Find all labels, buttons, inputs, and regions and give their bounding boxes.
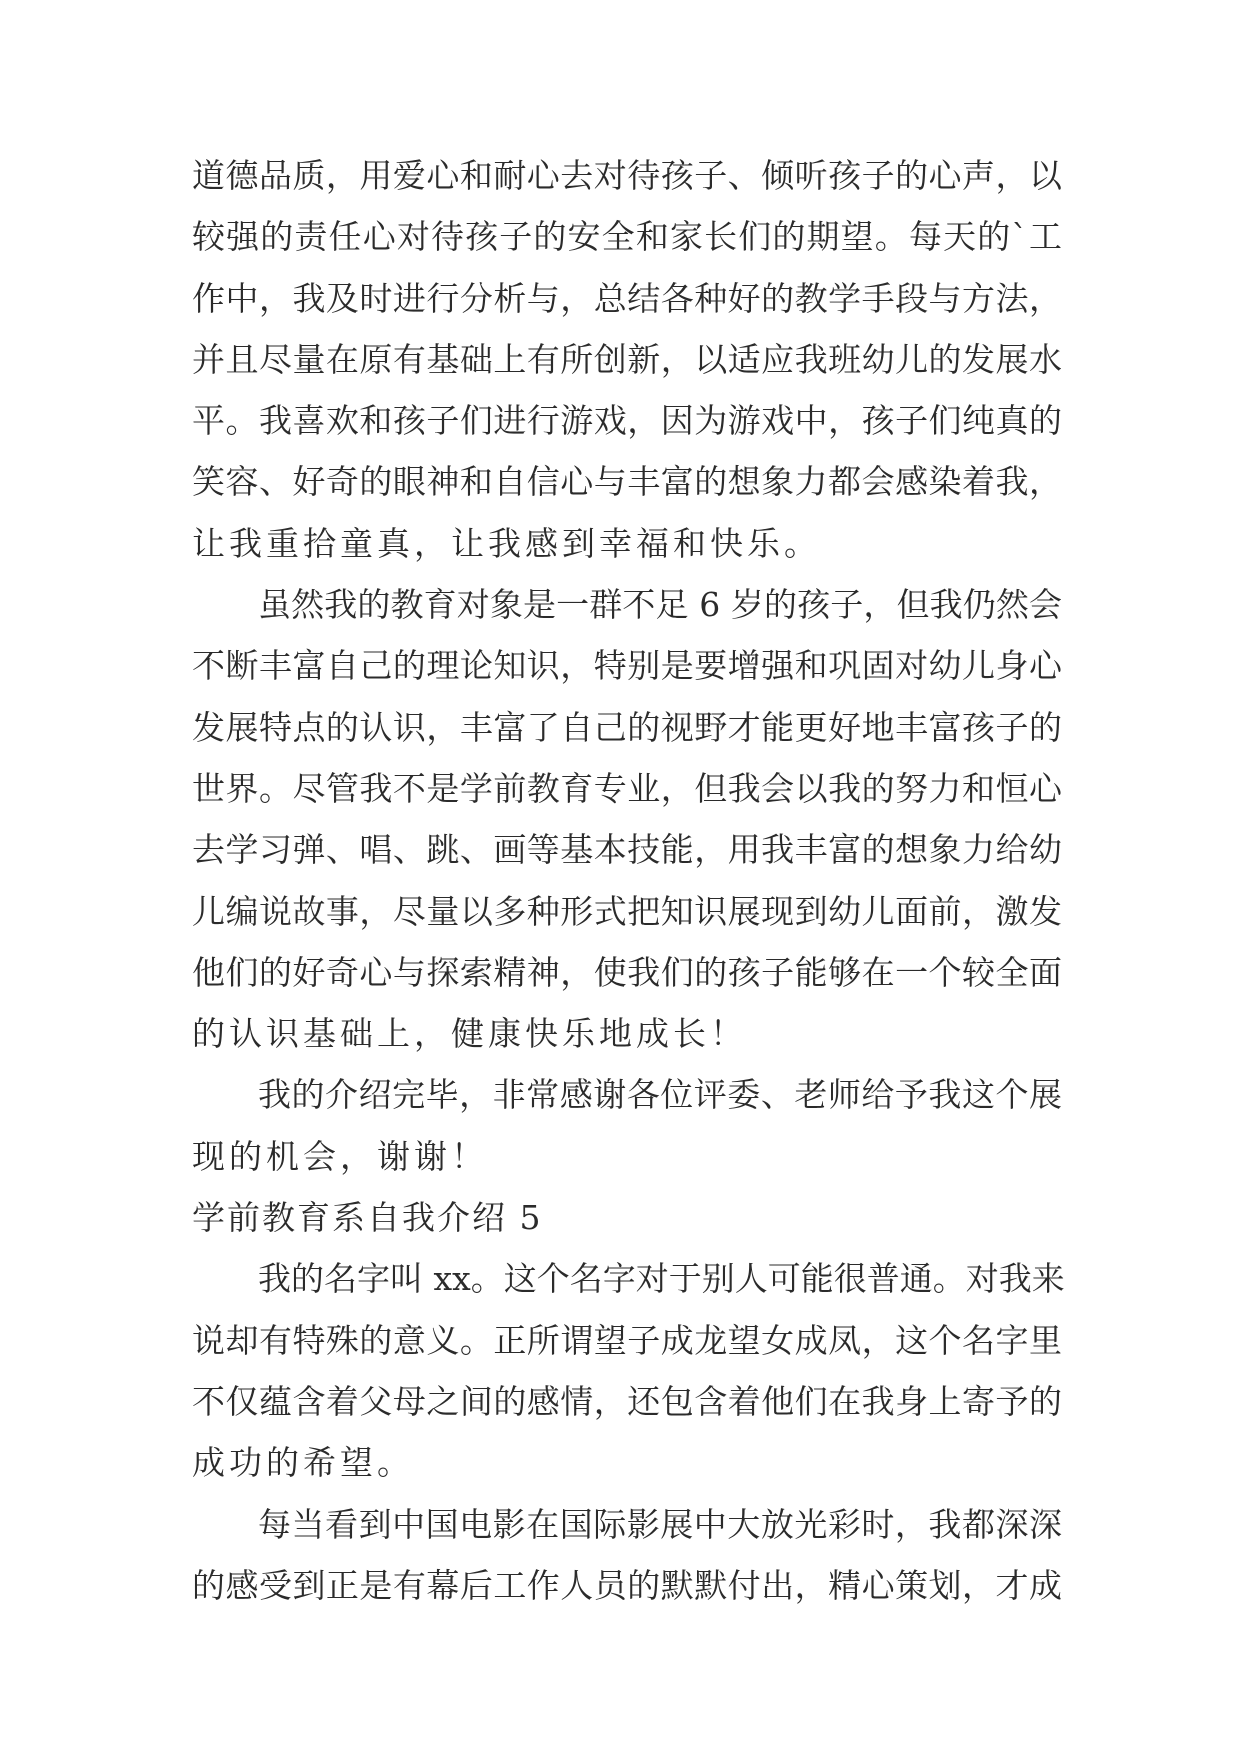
text-line: 现的机会，谢谢！ <box>192 1136 488 1176</box>
text-line: 成功的希望。 <box>192 1443 414 1483</box>
paragraph-first-line: 虽然我的教育对象是一群不足 6 岁的孩子，但我仍然会 <box>258 585 1062 625</box>
text-line: 平。我喜欢和孩子们进行游戏，因为游戏中，孩子们纯真的 <box>192 401 1062 441</box>
text-line: 的感受到正是有幕后工作人员的默默付出，精心策划，才成 <box>192 1565 1062 1605</box>
text-line: 笑容、好奇的眼神和自信心与丰富的想象力都会感染着我， <box>192 462 1062 502</box>
paragraph-first-line: 每当看到中国电影在国际影展中大放光彩时，我都深深 <box>258 1504 1062 1544</box>
text-line: 儿编说故事，尽量以多种形式把知识展现到幼儿面前，激发 <box>192 891 1062 931</box>
text-line: 作中，我及时进行分析与，总结各种好的教学手段与方法， <box>192 278 1062 318</box>
text-line: 让我重拾童真，让我感到幸福和快乐。 <box>192 523 821 563</box>
text-line: 较强的责任心对待孩子的安全和家长们的期望。每天的`工 <box>192 217 1062 257</box>
text-line: 发展特点的认识，丰富了自己的视野才能更好地丰富孩子的 <box>192 707 1062 747</box>
text-line: 并且尽量在原有基础上有所创新，以适应我班幼儿的发展水 <box>192 339 1062 379</box>
text-line: 的认识基础上，健康快乐地成长！ <box>192 1014 747 1054</box>
paragraph-first-line: 我的名字叫 xx。这个名字对于别人可能很普通。对我来 <box>258 1259 1065 1299</box>
text-line: 不仅蕴含着父母之间的感情，还包含着他们在我身上寄予的 <box>192 1381 1062 1421</box>
section-heading: 学前教育系自我介绍 5 <box>192 1198 543 1238</box>
document-body <box>192 145 1065 1616</box>
text-line: 他们的好奇心与探索精神，使我们的孩子能够在一个较全面 <box>192 952 1062 992</box>
text-line: 世界。尽管我不是学前教育专业，但我会以我的努力和恒心 <box>192 768 1062 808</box>
text-line: 道德品质，用爱心和耐心去对待孩子、倾听孩子的心声，以 <box>192 156 1062 195</box>
text-line: 说却有特殊的意义。正所谓望子成龙望女成凤，这个名字里 <box>192 1320 1062 1360</box>
paragraph-first-line: 我的介绍完毕，非常感谢各位评委、老师给予我这个展 <box>258 1075 1062 1115</box>
text-line: 去学习弹、唱、跳、画等基本技能，用我丰富的想象力给幼 <box>192 830 1062 870</box>
text-line: 不断丰富自己的理论知识，特别是要增强和巩固对幼儿身心 <box>192 646 1062 686</box>
